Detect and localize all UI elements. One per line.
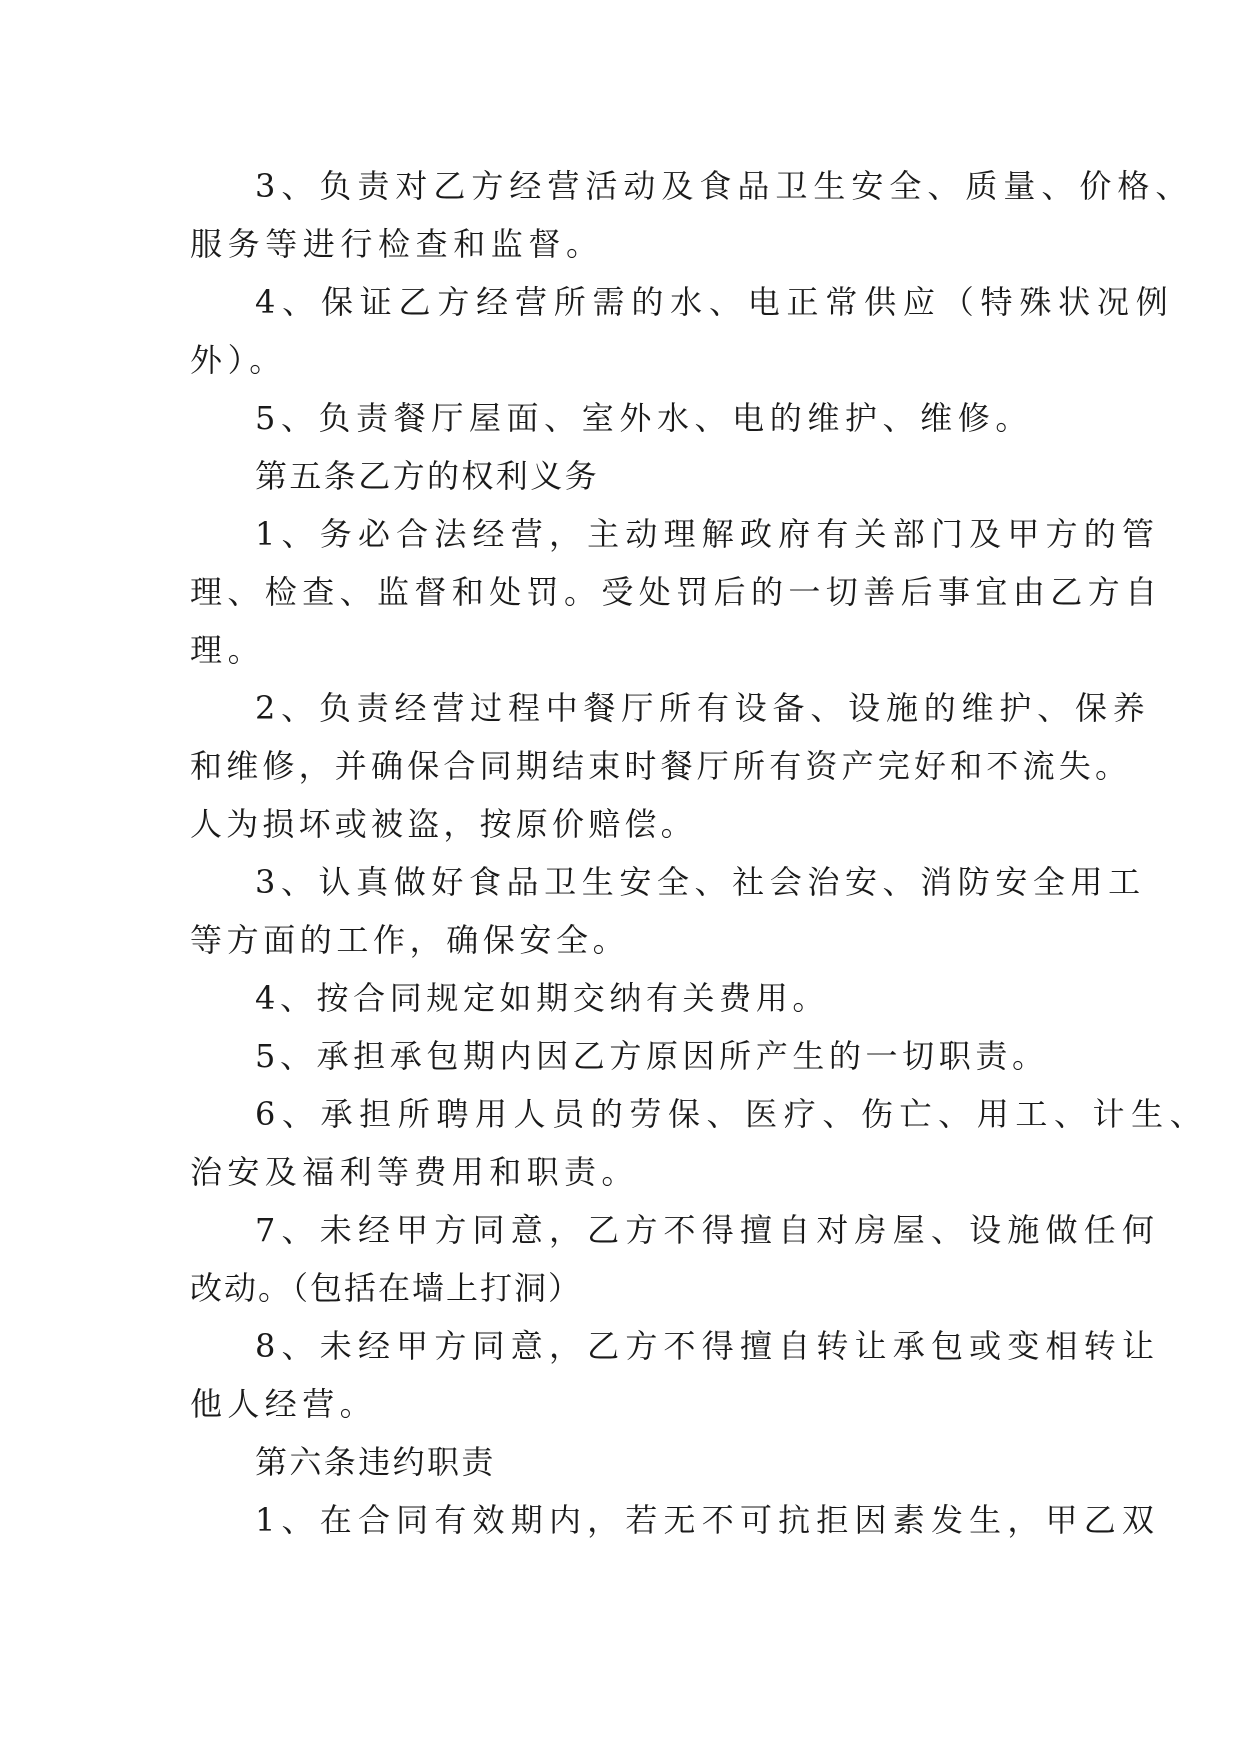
text-line: 外）。 [190, 341, 287, 379]
text-line: 8、未经甲方同意，乙方不得擅自转让承包或变相转让 [255, 1327, 1161, 1365]
text-line: 他人经营。 [190, 1385, 378, 1423]
text-line: 改动。（包括在墙上打洞） [190, 1269, 583, 1307]
text-line: 5、承担承包期内因乙方原因所产生的一切职责。 [255, 1037, 1049, 1075]
text-line: 理、检查、监督和处罚。受处罚后的一切善后事宜由乙方自 [190, 573, 1163, 611]
text-line: 3、负责对乙方经营活动及食品卫生安全、质量、价格、 [255, 167, 1194, 205]
text-line: 6、承担所聘用人员的劳保、医疗、伤亡、用工、计生、 [255, 1095, 1209, 1133]
text-line: 5、负责餐厅屋面、室外水、电的维护、维修。 [255, 399, 1033, 437]
text-line: 1、在合同有效期内，若无不可抗拒因素发生，甲乙双 [255, 1501, 1161, 1539]
section-heading: 第六条违约职责 [255, 1443, 496, 1481]
text-line: 4、按合同规定如期交纳有关费用。 [255, 979, 829, 1017]
text-line: 等方面的工作，确保安全。 [190, 921, 630, 959]
text-line: 2、负责经营过程中餐厅所有设备、设施的维护、保养 [255, 689, 1151, 727]
text-line: 3、认真做好食品卫生安全、社会治安、消防安全用工 [255, 863, 1146, 901]
text-line: 理。 [190, 631, 266, 669]
text-line: 治安及福利等费用和职责。 [190, 1153, 639, 1191]
text-line: 和维修，并确保合同期结束时餐厅所有资产完好和不流失。 [190, 747, 1132, 785]
section-heading: 第五条乙方的权利义务 [255, 457, 600, 495]
text-line: 4、保证乙方经营所需的水、电正常供应（特殊状况例 [255, 283, 1175, 321]
text-line: 7、未经甲方同意，乙方不得擅自对房屋、设施做任何 [255, 1211, 1161, 1249]
text-line: 1、务必合法经营，主动理解政府有关部门及甲方的管 [255, 515, 1161, 553]
text-line: 人为损坏或被盗，按原价赔偿。 [190, 805, 697, 843]
text-line: 服务等进行检查和监督。 [190, 225, 604, 263]
